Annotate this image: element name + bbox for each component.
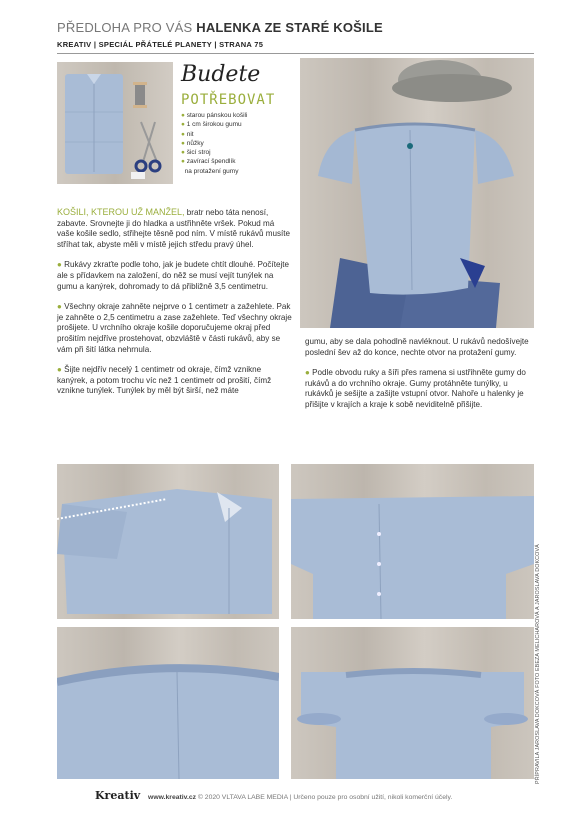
page-title bbox=[57, 20, 383, 35]
supply-item: ● 1 cm širokou gumu bbox=[181, 121, 242, 129]
footer-url[interactable]: www.kreativ.cz bbox=[148, 794, 197, 801]
supply-item: ● šicí stroj bbox=[181, 149, 211, 157]
article-paragraph: ● Všechny okraje zahněte nejprve o 1 centimetr a zažehlete. Pak je zahněte o 2,5 centimetru a zase zažehlete. Teď všechny okraje prošijete. U vrchního okraje košile doporučujeme okraj před prošitím nejdříve prostehovat, obzvláště v části rukávů, aby se vám při šití látka nehrnula. bbox=[57, 302, 292, 354]
page-footer bbox=[95, 789, 452, 802]
supply-item: ● nůžky bbox=[181, 139, 204, 147]
header-divider bbox=[57, 53, 534, 54]
title-section: PŘEDLOHA PRO VÁS bbox=[57, 20, 193, 35]
supply-item: ● nit bbox=[181, 130, 194, 138]
supplies-list bbox=[181, 111, 291, 176]
article-column-left bbox=[57, 207, 293, 407]
supply-item: ● starou pánskou košili bbox=[181, 112, 248, 119]
brand-logo: Kreativ bbox=[95, 789, 141, 802]
photo-credits: PŘÍPRAVILA JAROSLAVA DOKCOVÁ FOTO EBEZA MELICHAROVÁ A JAROSLAVA DOKCOVÁ bbox=[535, 544, 541, 784]
footer-note: Určeno pouze pro osobní užití, nikoli komerční účely. bbox=[293, 794, 453, 801]
article-column-right bbox=[305, 337, 534, 421]
supply-item: na protažení gumy bbox=[184, 167, 239, 175]
article-paragraph: gumu, aby se dala pohodlně navléknout. U rukávů nedošívejte poslední šev až do konce, nechte otvor na protažení gumy. bbox=[305, 337, 529, 357]
title-main: HALENKA ZE STARÉ KOŠILE bbox=[196, 20, 383, 35]
article-paragraph: ● Rukávy zkraťte podle toho, jak je budete chtít dlouhé. Počítejte ale s přídavkem na založení, do něž se musí vejít tunýlek na gumu a kanýrek, dohromady to dá přibližně 3,5 centimetru. bbox=[57, 260, 289, 291]
supply-item: ● zavírací špendlík bbox=[181, 158, 236, 166]
supplies-subheading: POTŘEBOVAT bbox=[181, 92, 276, 108]
footer-copyright: © 2020 VLTAVA LABE MEDIA bbox=[197, 794, 288, 801]
article-paragraph: ● Šijte nejdřív necelý 1 centimetr od okraje, čímž vznikne kanýrek, a potom trochu víc než 1 centimetr od prošití, čímž vznikne tunýlek. Tunýlek by měl být širší, než máte bbox=[57, 365, 272, 396]
article-paragraph: KOŠILI, KTEROU UŽ MANŽEL, bratr nebo táta nenosí, zabavte. Srovnejte ji do hladka a ustřihněte vršek. Pokud má vaše košile sedlo, střihejte těsně pod ním. V místě rukávů musíte stříhat tak, abyste měli v místě jejich středu pravý úhel. bbox=[57, 207, 291, 249]
step-photo-neckline bbox=[57, 627, 279, 779]
article-paragraph: ● Podle obvodu ruky a šíři přes ramena si ustřihněte gumy do rukávů a do vrchního okraje. Gumy protáhněte tunýlky, u rukávků je sešijte a zašijte vstupní otvor. Nahoře u halenky je přišijte v krajích a kraje k sobě neviditelně přišijte. bbox=[305, 368, 526, 409]
step-photo-cut-shirt bbox=[291, 464, 534, 619]
finished-blouse-photo bbox=[300, 58, 534, 328]
step-photo-cutting bbox=[57, 464, 279, 619]
footer-separator: | bbox=[289, 794, 292, 801]
supplies-photo bbox=[57, 62, 173, 184]
page-subtitle: KREATIV | SPECIÁL PŘÁTELÉ PLANETY | STRANA 75 bbox=[57, 40, 264, 49]
step-photo-finished bbox=[291, 627, 534, 779]
supplies-heading: Budete bbox=[181, 62, 261, 87]
